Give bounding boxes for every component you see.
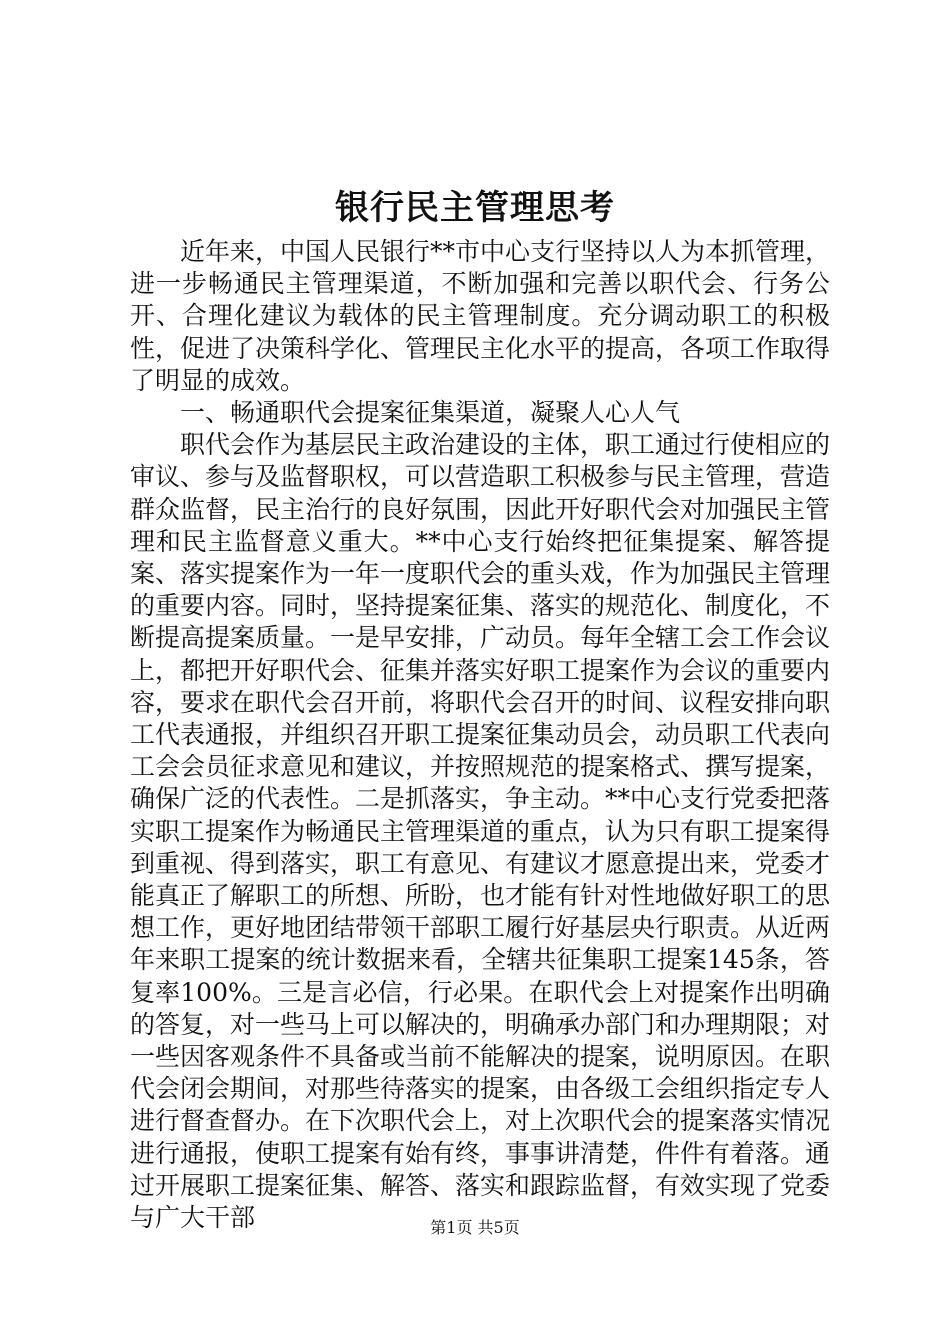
paragraph-intro: 近年来，中国人民银行**市中心支行坚持以人为本抓管理，进一步畅通民主管理渠道，不断加强和完善以职代会、行务公开、合理化建议为载体的民主管理制度。充分调动职工的积极性，促进了决策科学化、管理民主化水平的提高，各项工作取得了明显的成效。 (130, 237, 831, 395)
document-title: 银行民主管理思考 (335, 188, 615, 228)
section-heading: 一、畅通职代会提案征集渠道，凝聚人心人气 (180, 398, 681, 428)
page-footer: 第1页 共5页 (430, 1218, 520, 1237)
document-body (130, 236, 830, 1234)
paragraph-body: 职代会作为基层民主政治建设的主体，职工通过行使相应的审议、参与及监督职权，可以营造职工积极参与民主管理，营造群众监督，民主治行的良好氛围，因此开好职代会对加强民主管理和民主监督意义重大。**中心支行始终把征集提案、解答提案、落实提案作为一年一度职代会的重头戏，作为加强民主管理的重要内容。同时，坚持提案征集、落实的规范化、制度化，不断提高提案质量。一是早安排，广动员。每年全辖工会工作会议上，都把开好职代会、征集并落实好职工提案作为会议的重要内容，要求在职代会召开前，将职代会召开的时间、议程安排向职工代表通报，并组织召开职工提案征集动员会，动员职工代表向工会会员征求意见和建议，并按照规范的提案格式、撰写提案，确保广泛的代表性。二是抓落实，争主动。**中心支行党委把落实职工提案作为畅通民主管理渠道的重点，认为只有职工提案得到重视、得到落实，职工有意见、有建议才愿意提出来，党委才能真正了解职工的所想、所盼，也才能有针对性地做好职工的思想工作，更好地团结带领干部职工履行好基层央行职责。从近两年来职工提案的统计数据来看，全辖共征集职工提案145条，答复率100%。三是言必信，行必果。在职代会上对提案作出明确的答复，对一些马上可以解决的，明确承办部门和办理期限；对一些因客观条件不具备或当前不能解决的提案，说明原因。在职代会闭会期间，对那些待落实的提案，由各级工会组织指定专人进行督查督办。在下次职代会上，对上次职代会的提案落实情况进行通报，使职工提案有始有终，事事讲清楚，件件有着落。通过开展职工提案征集、解答、落实和跟踪监督，有效实现了党委与广大干部 (130, 430, 831, 1233)
